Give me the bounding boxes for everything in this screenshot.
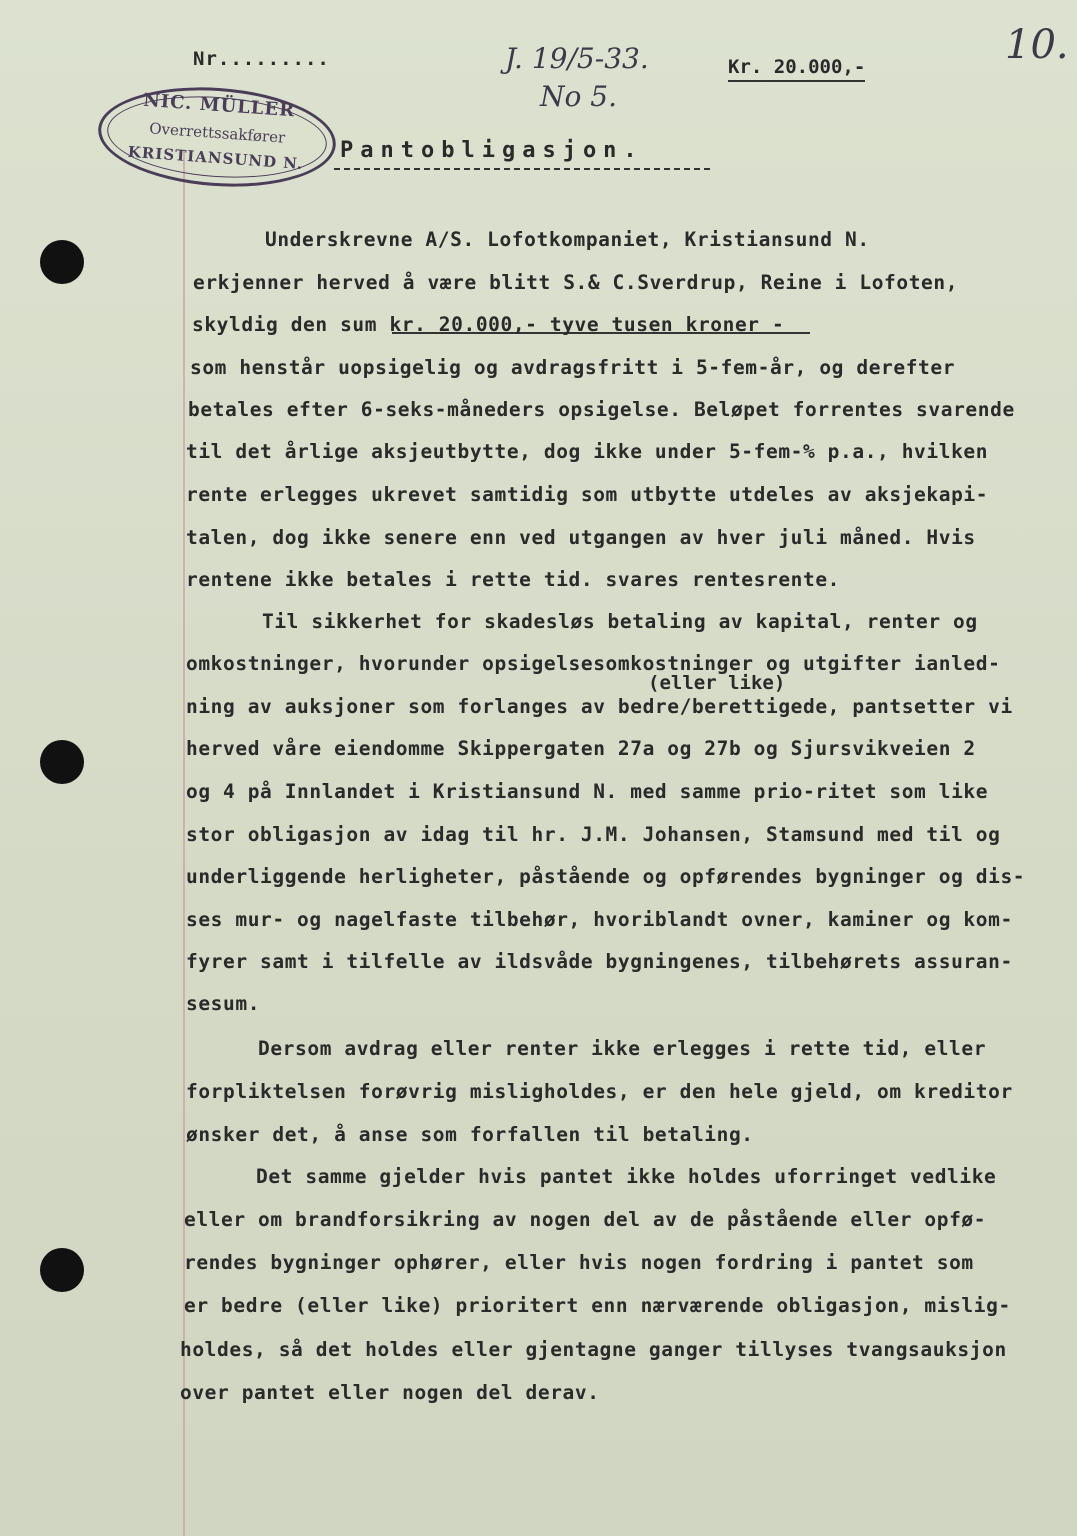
- date-note: J. 19/5-33.: [505, 42, 649, 75]
- document-title: Pantobligasjon.: [340, 138, 644, 163]
- body-line: til det årlige aksjeutbytte, dog ikke under 5-fem-% p.a., hvilken: [186, 440, 989, 463]
- body-line: holdes, så det holdes eller gjentagne ganger tillyses tvangsauksjon: [180, 1338, 1007, 1361]
- body-line: som henstår uopsigelig og avdragsfritt i 5-fem-år, og derefter: [190, 356, 956, 379]
- number-note: No 5.: [540, 80, 617, 113]
- body-line: forpliktelsen forøvrig misligholdes, er den hele gjeld, om kreditor: [186, 1080, 1013, 1103]
- body-line: erkjenner herved å være blitt S.& C.Sverdrup, Reine i Lofoten,: [193, 271, 959, 294]
- body-line: ønsker det, å anse som forfallen til betaling.: [186, 1123, 754, 1146]
- body-line: ning av auksjoner som forlanges av bedre/berettigede, pantsetter vi: [186, 695, 1013, 718]
- margin-line: [183, 150, 185, 1536]
- body-line: sesum.: [186, 992, 261, 1015]
- body-line: skyldig den sum kr. 20.000,- tyve tusen kroner -: [192, 313, 785, 336]
- body-line: stor obligasjon av idag til hr. J.M. Johansen, Stamsund med til og: [186, 823, 1001, 846]
- punch-hole: [40, 740, 84, 784]
- title-underline: [334, 168, 710, 170]
- body-line: omkostninger, hvorunder opsigelsesomkostninger og utgifter ianled-: [186, 652, 1001, 675]
- lawyer-stamp: [95, 80, 339, 194]
- body-line: Til sikkerhet for skadesløs betaling av kapital, renter og: [262, 610, 978, 633]
- body-line: herved våre eiendomme Skippergaten 27a og 27b og Sjursvikveien 2: [186, 737, 976, 760]
- body-line: eller om brandforsikring av nogen del av de påstående eller opfø-: [184, 1208, 987, 1231]
- body-line: rendes bygninger ophører, eller hvis nogen fordring i pantet som: [184, 1251, 974, 1274]
- amount-header: Kr. 20.000,-: [728, 56, 865, 82]
- punch-hole: [40, 240, 84, 284]
- body-line: underliggende herligheter, påstående og opførendes bygninger og dis-: [186, 865, 1026, 888]
- insert-note: (eller like): [648, 672, 786, 694]
- body-line: Dersom avdrag eller renter ikke erlegges i rette tid, eller: [258, 1037, 987, 1060]
- body-line: er bedre (eller like) prioritert enn nærværende obligasjon, mislig-: [184, 1294, 1011, 1317]
- body-line: over pantet eller nogen del derav.: [180, 1381, 600, 1404]
- stamp-name: NIC. MÜLLER: [142, 89, 296, 122]
- body-line: talen, dog ikke senere enn ved utgangen av hver juli måned. Hvis: [186, 526, 976, 549]
- body-line: betales efter 6-seks-måneders opsigelse. Beløpet forrentes svarende: [188, 398, 1015, 421]
- page-number: 10.: [1005, 22, 1069, 68]
- punch-hole: [40, 1248, 84, 1292]
- stamp-title: Overrettssakfører: [148, 119, 286, 147]
- body-line: rentene ikke betales i rette tid. svares rentesrente.: [186, 568, 841, 591]
- body-line: Underskrevne A/S. Lofotkompaniet, Kristiansund N.: [265, 228, 870, 251]
- body-line: ses mur- og nagelfaste tilbehør, hvoriblandt ovner, kaminer og kom-: [186, 908, 1013, 931]
- stamp-city: KRISTIANSUND N.: [127, 142, 304, 174]
- body-line: fyrer samt i tilfelle av ildsvåde bygningenes, tilbehørets assuran-: [186, 950, 1013, 973]
- body-line: og 4 på Innlandet i Kristiansund N. med samme prio-ritet som like: [186, 780, 989, 803]
- body-line: Det samme gjelder hvis pantet ikke holdes uforringet vedlike: [256, 1165, 997, 1188]
- body-line: rente erlegges ukrevet samtidig som utbytte utdeles av aksjekapi-: [186, 483, 989, 506]
- nr-label: Nr.........: [193, 48, 330, 70]
